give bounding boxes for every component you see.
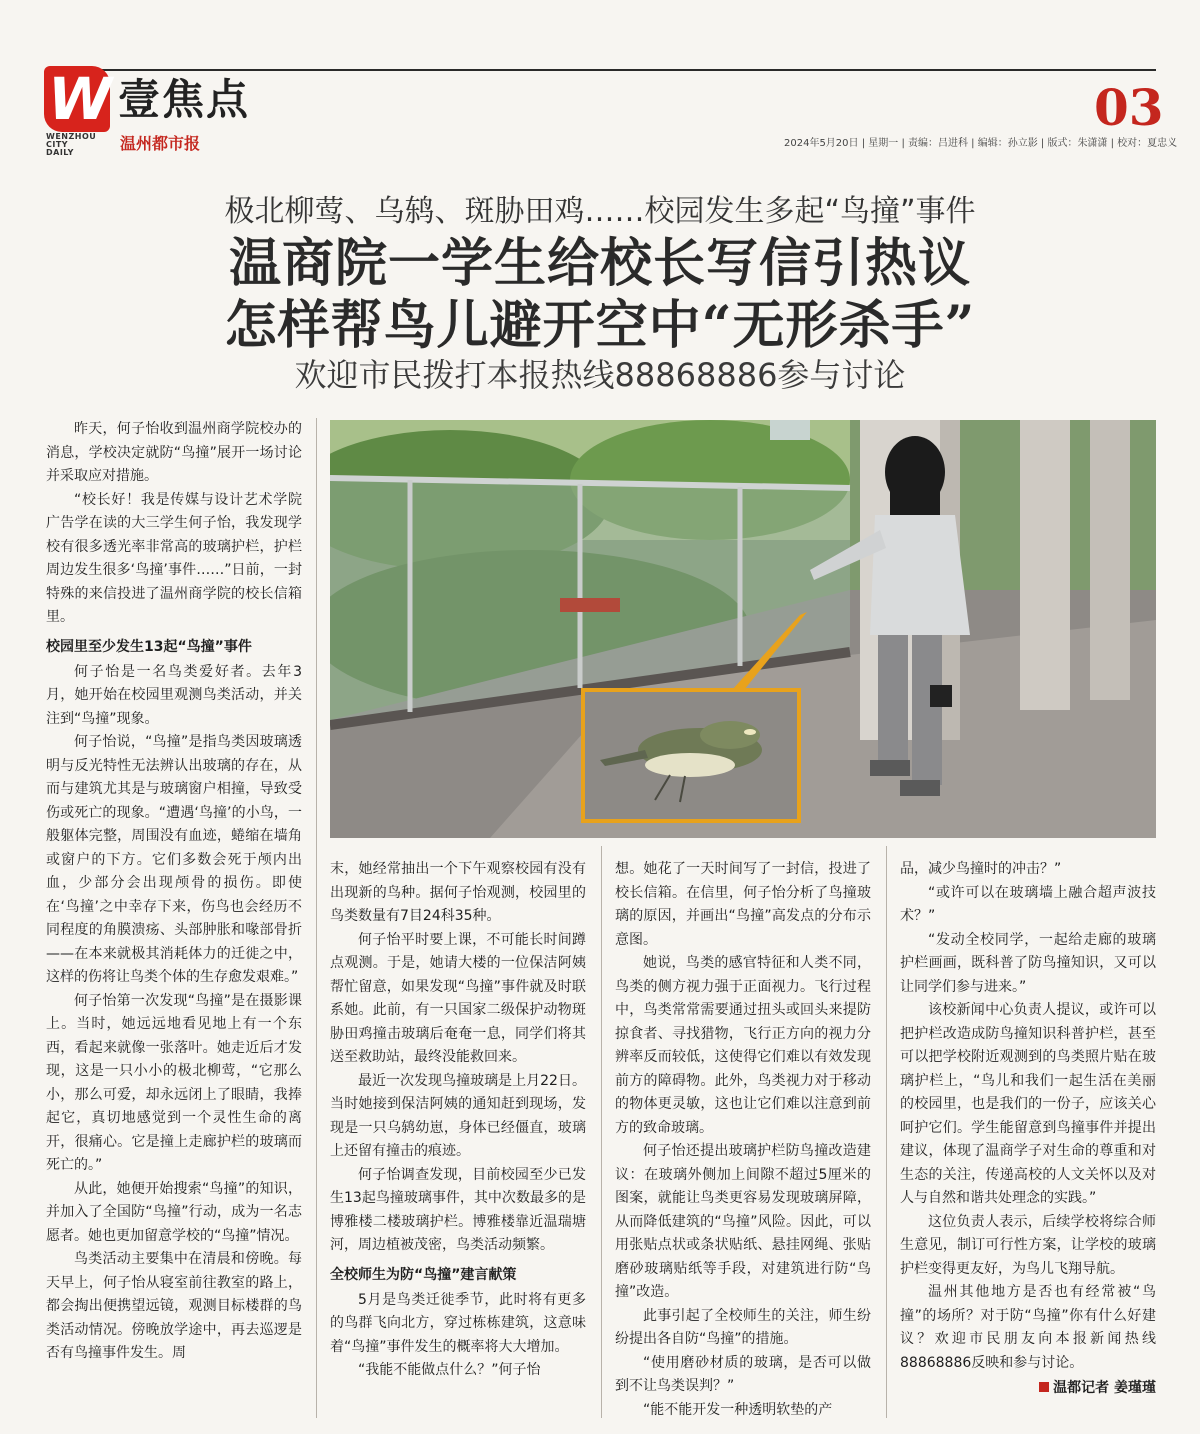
byline-text: 温都记者 姜瑾瑾 xyxy=(1053,1380,1156,1396)
paragraph: “校长好！我是传媒与设计艺术学院广告学在读的大三学生何子怡，我发现学校有很多透光率非常高的玻璃护栏，护栏周边发生很多‘鸟撞’事件……”日前，一封特殊的来信投进了温州商学院的校长信箱里。 xyxy=(46,491,302,625)
paragraph: 品，减少鸟撞时的冲击？” xyxy=(900,861,1062,877)
dateline: 2024年5月20日 | 星期一 | 责编：吕进科 | 编辑：孙立影 | 版式：朱潇潇 | 校对：夏忠义 xyxy=(784,138,1178,149)
column-rule xyxy=(886,846,887,1418)
newspaper-logo: W xyxy=(44,66,110,132)
paragraph: 温州其他地方是否也有经常被“鸟撞”的场所？对于防“鸟撞”你有什么好建议？欢迎市民朋友向本报新闻热线88868886反映和参与讨论。 xyxy=(900,1284,1156,1371)
news-photo xyxy=(330,420,1156,838)
subheading: 全校师生为防“鸟撞”建言献策 xyxy=(330,1266,517,1283)
headline-line-2: 怎样帮鸟儿避开空中“无形杀手” xyxy=(224,295,976,356)
paragraph: 她说，鸟类的感官特征和人类不同，鸟类的侧方视力强于正面视力。飞行过程中，鸟类常常需要通过扭头或回头来提防掠食者、寻找猎物，飞行正方向的视力分辨率反而较低，这使得它们难以有效发现前方的障碍物。此外，鸟类视力对于移动的物体更灵敏，这也让它们难以注意到前方的致命玻璃。 xyxy=(615,955,871,1136)
article-column-3 xyxy=(615,858,871,1422)
paragraph: 从此，她便开始搜索“鸟撞”的知识，并加入了全国防“鸟撞”行动，成为一名志愿者。她也更加留意学校的“鸟撞”情况。 xyxy=(46,1180,302,1244)
headline-line-1: 温商院一学生给校长写信引热议 xyxy=(228,233,971,294)
paragraph: 该校新闻中心负责人提议，或许可以把护栏改造成防鸟撞知识科普护栏，甚至可以把学校附近观测到的鸟类照片贴在玻璃护栏上，“鸟儿和我们一起生活在美丽的校园里，也是我们的一份子，应该关心呵护它们。学生能留意到鸟撞事件并提出建议，体现了温商学子对生命的尊重和对生态的关注，传递高校的人文关怀以及对人与自然和谐共处理念的实践。” xyxy=(900,1002,1156,1206)
logo-subtitle: WENZHOU CITY DAILY xyxy=(46,132,97,157)
paragraph: “能不能开发一种透明软垫的产 xyxy=(643,1401,833,1418)
article-column-1 xyxy=(46,418,302,1366)
paragraph: 最近一次发现鸟撞玻璃是上月22日。当时她接到保洁阿姨的通知赶到现场，发现是一只乌鸫幼崽，身体已经僵直，玻璃上还留有撞击的痕迹。 xyxy=(330,1072,586,1159)
paragraph: 昨天，何子怡收到温州商学院校办的消息，学校决定就防“鸟撞”展开一场讨论并采取应对措施。 xyxy=(46,421,302,484)
paragraph: 想。她花了一天时间写了一封信，投进了校长信箱。在信里，何子怡分析了鸟撞玻璃的原因，并画出“鸟撞”高发点的分布示意图。 xyxy=(615,861,871,948)
column-rule xyxy=(601,846,602,1418)
paragraph: 鸟类活动主要集中在清晨和傍晚。每天早上，何子怡从寝室前往教室的路上，都会掏出便携望远镜，观测目标楼群的鸟类活动情况。傍晚放学途中，再去巡逻是否有鸟撞事件发生。周 xyxy=(46,1251,302,1361)
column-rule xyxy=(316,418,317,1418)
article-column-4 xyxy=(900,858,1156,1399)
paragraph: 何子怡调查发现，目前校园至少已发生13起鸟撞玻璃事件，其中次数最多的是博雅楼二楼玻璃护栏。博雅楼靠近温瑞塘河，周边植被茂密，鸟类活动频繁。 xyxy=(330,1166,586,1253)
top-rule xyxy=(48,69,1156,71)
article-column-2 xyxy=(330,858,586,1383)
byline xyxy=(900,1377,1156,1399)
paragraph: “或许可以在玻璃墙上融合超声波技术？” xyxy=(900,884,1156,924)
paragraph: 何子怡说，“鸟撞”是指鸟类因玻璃透明与反光特性无法辨认出玻璃的存在，从而与建筑尤其是与玻璃窗户相撞，导致受伤或死亡的现象。“遭遇‘鸟撞’的小鸟，一般躯体完整，周围没有血迹，蜷缩在墙角或窗户的下方。它们多数会死于颅内出血，少部分会出现颅骨的损伤。即使在‘鸟撞’之中幸存下来，伤鸟也会经历不同程度的角膜溃疡、头部肿胀和喙部骨折——在本来就极其消耗体力的迁徙之中，这样的伤将让鸟类个体的生存愈发艰难。” xyxy=(46,734,302,985)
paragraph: 5月是鸟类迁徙季节，此时将有更多的鸟群飞向北方，穿过栋栋建筑，这意味着“鸟撞”事件发生的概率将大大增加。 xyxy=(330,1291,586,1355)
headline-deck: 欢迎市民拨打本报热线88868886参与讨论 xyxy=(294,356,906,394)
paragraph: “使用磨砂材质的玻璃，是否可以做到不让鸟类误判？” xyxy=(615,1354,871,1394)
paragraph: “我能不能做点什么？”何子怡 xyxy=(358,1362,541,1378)
paragraph: 何子怡第一次发现“鸟撞”是在摄影课上。当时，她远远地看见地上有一个东西，看起来就像一张落叶。她走近后才发现，这是一只小小的极北柳莺，“它那么小，那么可爱，却永远闭上了眼睛，我捧起它，真切地感觉到一个灵性生命的离开，很痛心。它是撞上走廊护栏的玻璃而死亡的。” xyxy=(46,992,302,1173)
paragraph: 何子怡平时要上课，不可能长时间蹲点观测。于是，她请大楼的一位保洁阿姨帮忙留意，如果发现“鸟撞”事件就及时联系她。此前，有一只国家二级保护动物斑胁田鸡撞击玻璃后奄奄一息，同学们将其送至救助站，最终没能救回来。 xyxy=(330,931,586,1065)
paragraph: 何子怡还提出玻璃护栏防鸟撞改造建议：在玻璃外侧加上间隙不超过5厘米的图案，就能让鸟类更容易发现玻璃屏障，从而降低建筑的“鸟撞”风险。因此，可以用张贴点状或条状贴纸、悬挂网绳、张贴磨砂玻璃贴纸等手段，对建筑进行防“鸟撞”改造。 xyxy=(615,1143,871,1300)
headline-kicker: 极北柳莺、乌鸫、斑胁田鸡……校园发生多起“鸟撞”事件 xyxy=(224,194,976,229)
paragraph: 这位负责人表示，后续学校将综合师生意见，制订可行性方案，让学校的玻璃护栏变得更友好，为鸟儿飞翔导航。 xyxy=(900,1213,1156,1277)
paragraph: 此事引起了全校师生的关注，师生纷纷提出各自防“鸟撞”的措施。 xyxy=(615,1307,871,1347)
paper-name: 温州都市报 xyxy=(120,134,201,153)
subheading: 校园里至少发生13起“鸟撞”事件 xyxy=(46,638,252,655)
red-square-icon xyxy=(1039,1382,1049,1392)
section-title: 壹焦点 xyxy=(118,75,251,124)
paragraph: 末，她经常抽出一个下午观察校园有没有出现新的鸟种。据何子怡观测，校园里的鸟类数量有7目24科35种。 xyxy=(330,861,586,924)
paragraph: “发动全校同学，一起给走廊的玻璃护栏画画，既科普了防鸟撞知识，又可以让同学们参与进来。” xyxy=(900,931,1156,995)
paragraph: 何子怡是一名鸟类爱好者。去年3月，她开始在校园里观测鸟类活动，并关注到“鸟撞”现象。 xyxy=(46,663,302,727)
page-number: 03 xyxy=(1094,78,1164,137)
photo-illustration xyxy=(330,420,1156,838)
